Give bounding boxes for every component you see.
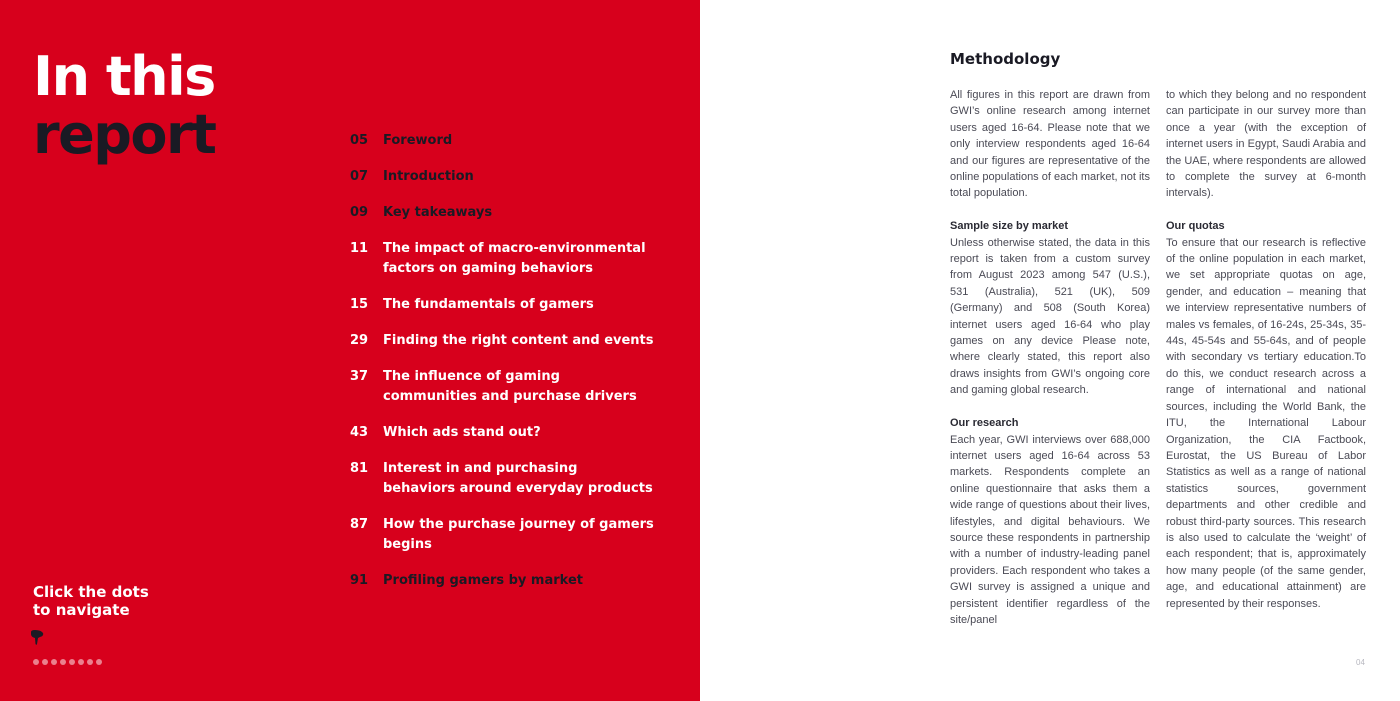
toc-page-number: 07 [350, 169, 369, 184]
toc-page-number: 15 [350, 297, 369, 312]
toc-item[interactable] [350, 239, 680, 279]
page-dots-navigation [33, 659, 102, 665]
toc-label: Introduction [383, 169, 474, 184]
toc-label: Which ads stand out? [383, 425, 541, 440]
toc-page-number: 91 [350, 573, 369, 588]
toc-label: Foreword [383, 133, 453, 148]
toc-label: Key takeaways [383, 205, 493, 220]
research-continued-text: to which they belong and no respondent can participate in our survey more than once a year (with the exception of internet users in Egypt, Saudi Arabia and the UAE, where respondents are allowed to complete the survey at 6-month intervals). [1166, 89, 1366, 200]
nav-hint-line-2: to navigate [33, 601, 130, 619]
toc-label: The influence of gaming communities and purchase drivers [383, 369, 637, 404]
methodology-column-right [1166, 87, 1366, 628]
nav-dot[interactable] [69, 659, 75, 665]
methodology-column-left [950, 87, 1150, 645]
toc-item[interactable] [350, 515, 680, 555]
nav-dot[interactable] [60, 659, 66, 665]
methodology-intro: All figures in this report are drawn from GWI’s online research among internet users aged 16-64. Please note that we only interview respondents aged 16-64 and our figures are representative of the online populations of each market, not its total population. [950, 89, 1150, 200]
toc-label: The fundamentals of gamers [383, 297, 594, 312]
toc-page-number: 09 [350, 205, 369, 220]
our-research-heading: Our research [950, 417, 1019, 430]
toc-label: How the purchase journey of gamers begins [383, 517, 654, 552]
toc-item[interactable] [350, 131, 680, 151]
toc-item[interactable] [350, 295, 680, 315]
our-quotas-text: To ensure that our research is reflective of the online population in each market, we set appropriate quotas on age, gender, and education – meaning that we interview representative numbers of males vs females, of 16-24s, 25-34s, 35-44s, 45-54s and 55-64s, and of people with secondary vs tertiary education.To do this, we conduct research across a range of international and national sources, including the World Bank, the ITU, the International Labour Organization, the CIA Factbook, Eurostat, the US Bureau of Labor Statistics as well as a range of national statistics sources, government departments and other credible and robust third-party sources. This research is also used to calculate the ‘weight’ of each respondent; that is, approximately how many people (of the same gender, age, and educational attainment) are represented by their responses. [1166, 236, 1366, 610]
title-line-2: report [33, 103, 216, 166]
nav-hint-line-1: Click the dots [33, 583, 149, 601]
sample-size-text: Unless otherwise stated, the data in this report is taken from a custom survey from August 2023 among 547 (U.S.), 531 (Australia), 521 (UK), 509 (Germany) and 508 (South Korea) internet users aged 16-64 who play games on any device Please note, where clearly stated, this report also draws insights from GWI’s ongoing core and gaming global research. [950, 236, 1150, 397]
methodology-heading: Methodology [950, 50, 1061, 68]
toc-page-number: 43 [350, 425, 369, 440]
our-quotas-heading: Our quotas [1166, 220, 1225, 233]
toc-item[interactable] [350, 459, 680, 499]
toc-page-number: 81 [350, 461, 369, 476]
toc-page-number: 87 [350, 517, 369, 532]
toc-item[interactable] [350, 423, 680, 443]
table-of-contents [350, 131, 680, 607]
nav-dot[interactable] [42, 659, 48, 665]
sample-size-heading: Sample size by market [950, 220, 1069, 233]
page-title [33, 45, 216, 166]
nav-dot[interactable] [96, 659, 102, 665]
toc-label: The impact of macro-environmental factors on gaming behaviors [383, 241, 646, 276]
toc-label: Finding the right content and events [383, 333, 654, 348]
nav-dot[interactable] [51, 659, 57, 665]
nav-dot[interactable] [87, 659, 93, 665]
nav-hint [33, 583, 149, 619]
toc-label: Interest in and purchasing behaviors around everyday products [383, 461, 653, 496]
toc-item[interactable] [350, 367, 680, 407]
toc-label: Profiling gamers by market [383, 573, 583, 588]
page-number: 04 [1356, 658, 1365, 667]
pointer-hand-icon [30, 630, 44, 646]
our-research-text: Each year, GWI interviews over 688,000 internet users aged 16-64 across 53 markets. Respondents complete an online questionnaire that asks them a wide range of questions about their lives, lifestyles, and digital behaviours. We source these respondents in partnership with a number of industry-leading panel providers. Each respondent who takes a GWI survey is assigned a unique and persistent identifier regardless of the site/panel [950, 433, 1150, 626]
nav-dot[interactable] [33, 659, 39, 665]
toc-page-number: 29 [350, 333, 369, 348]
toc-item[interactable] [350, 203, 680, 223]
nav-dot[interactable] [78, 659, 84, 665]
toc-page-number: 37 [350, 369, 369, 384]
toc-item[interactable] [350, 167, 680, 187]
toc-item[interactable] [350, 571, 680, 591]
toc-page-number: 11 [350, 241, 369, 256]
title-line-1: In this [33, 45, 215, 108]
toc-item[interactable] [350, 331, 680, 351]
toc-page-number: 05 [350, 133, 369, 148]
